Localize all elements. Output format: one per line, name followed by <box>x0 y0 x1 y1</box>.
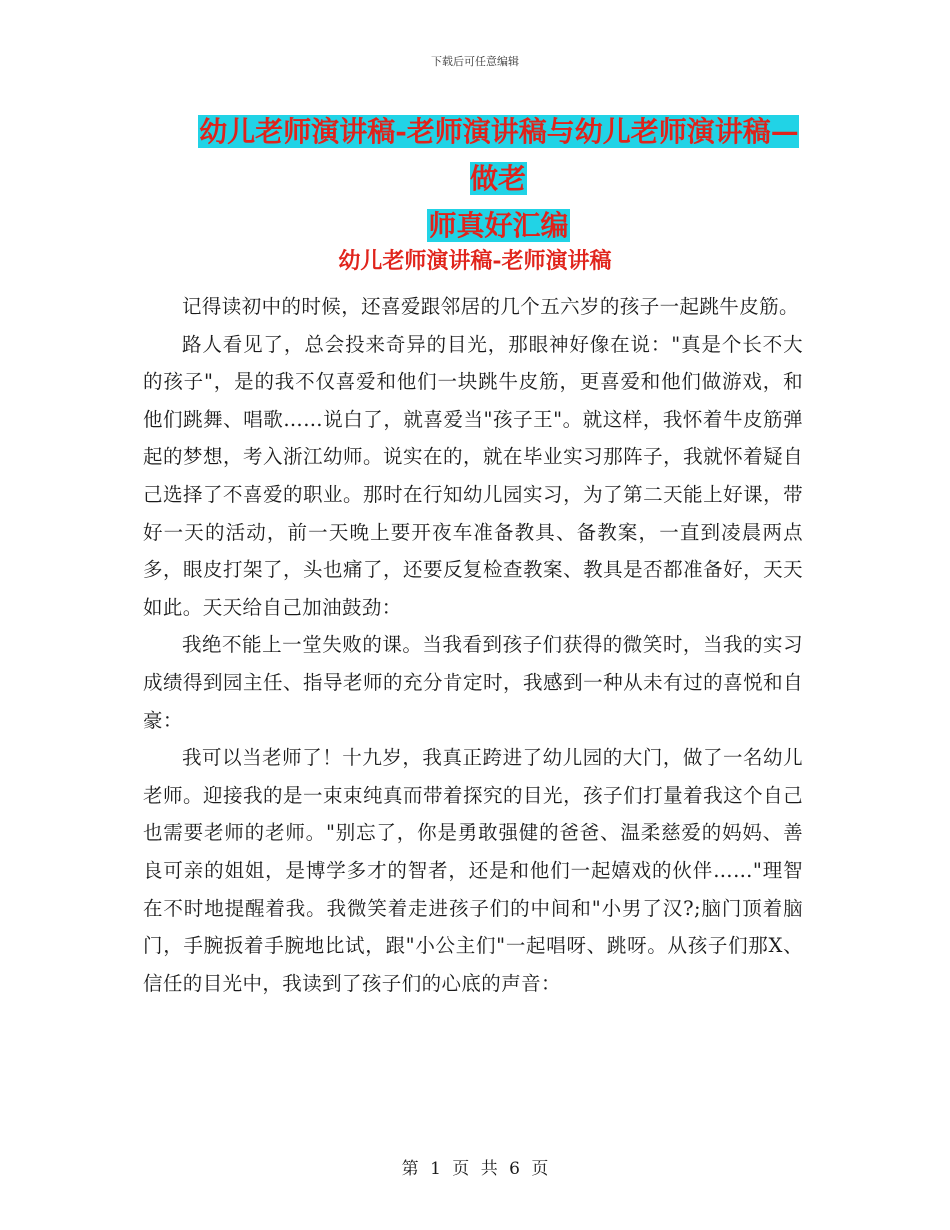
paragraph: 我绝不能上一堂失败的课。当我看到孩子们获得的微笑时，当我的实习成绩得到园主任、指导老师的充分肯定时，我感到一种从未有过的喜悦和自豪： <box>143 633 803 732</box>
page-number: 第 1 页 共 6 页 <box>401 1159 549 1179</box>
document-title-line-2: 师真好汇编 <box>428 209 569 242</box>
document-title-line-1: 幼儿老师演讲稿-老师演讲稿与幼儿老师演讲稿—做老 <box>199 115 799 195</box>
header-note: 下载后可任意编辑 <box>431 55 519 68</box>
body-text <box>143 288 803 1002</box>
section-title: 幼儿老师演讲稿-老师演讲稿 <box>338 248 612 274</box>
document-title <box>186 108 811 249</box>
paragraph: 记得读初中的时候，还喜爱跟邻居的几个五六岁的孩子一起跳牛皮筋。 <box>182 295 799 318</box>
paragraph: 路人看见了，总会投来奇异的目光，那眼神好像在说："真是个长不大的孩子"，是的我不仅喜爱和他们一块跳牛皮筋，更喜爱和他们做游戏，和他们跳舞、唱歌……说白了，就喜爱当"孩子王"。就这样，我怀着牛皮筋弹起的梦想，考入浙江幼师。说实在的，就在毕业实习那阵子，我就怀着疑自己选择了不喜爱的职业。那时在行知幼儿园实习，为了第二天能上好课，带好一天的活动，前一天晚上要开夜车准备教具、备教案，一直到凌晨两点多，眼皮打架了，头也痛了，还要反复检查教案、教具是否都准备好，天天如此。天天给自己加油鼓劲： <box>143 332 803 619</box>
paragraph: 我可以当老师了！十九岁，我真正跨进了幼儿园的大门，做了一名幼儿老师。迎接我的是一束束纯真而带着探究的目光，孩子们打量着我这个自己也需要老师的老师。"别忘了，你是勇敢强健的爸爸、温柔慈爱的妈妈、善良可亲的姐姐，是博学多才的智者，还是和他们一起嬉戏的伙伴……"理智在不时地提醒着我。我微笑着走进孩子们的中间和"小男了汉?;脑门顶着脑门，手腕扳着手腕地比试，跟"小公主们"一起唱呀、跳呀。从孩子们那X、信任的目光中，我读到了孩子们的心底的声音： <box>143 746 803 995</box>
